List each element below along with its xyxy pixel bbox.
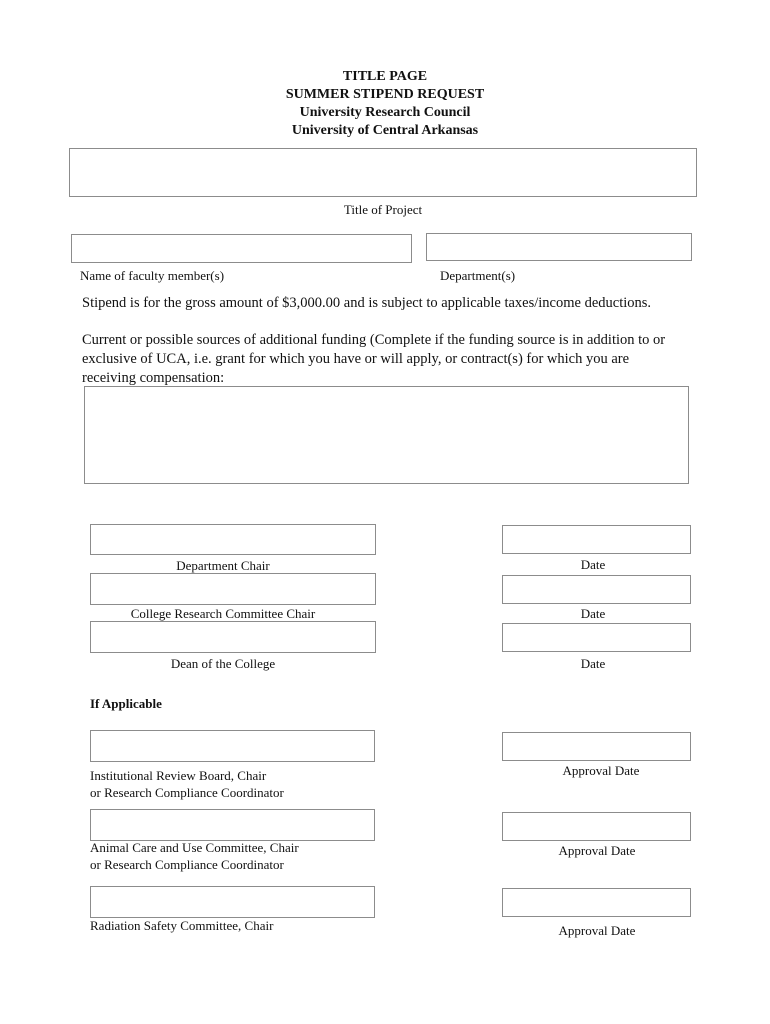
header-council: University Research Council (299, 105, 471, 120)
department-chair-date-field[interactable] (502, 525, 691, 554)
form-header (0, 68, 770, 140)
faculty-name-label: Name of faculty member(s) (80, 268, 225, 283)
funding-instructions-line-1: Current or possible sources of additional funding (Complete if the funding source is in addition to or (82, 332, 666, 348)
irb-approval-date-field[interactable] (502, 732, 691, 761)
faculty-name-field[interactable] (71, 234, 412, 263)
dean-date-label: Date (580, 656, 606, 671)
animal-care-label-line-2: or Research Compliance Coordinator (90, 857, 284, 872)
irb-label (90, 767, 284, 801)
dean-label: Dean of the College (170, 656, 276, 671)
animal-care-approval-date-field[interactable] (502, 812, 691, 841)
stipend-statement: Stipend is for the gross amount of $3,000.00 and is subject to applicable taxes/income deductions. (82, 295, 652, 311)
funding-instructions (82, 331, 665, 388)
department-label: Department(s) (440, 268, 516, 283)
funding-instructions-line-3: receiving compensation: (82, 370, 225, 386)
irb-label-line-1: Institutional Review Board, Chair (90, 768, 267, 783)
department-chair-signature-field[interactable] (90, 524, 376, 555)
animal-care-signature-field[interactable] (90, 809, 375, 841)
college-chair-label: College Research Committee Chair (130, 606, 316, 621)
college-chair-signature-field[interactable] (90, 573, 376, 605)
irb-signature-field[interactable] (90, 730, 375, 762)
header-title-page: TITLE PAGE (342, 69, 428, 84)
header-university: University of Central Arkansas (291, 123, 479, 138)
radiation-safety-signature-field[interactable] (90, 886, 375, 918)
animal-care-label (90, 839, 299, 873)
if-applicable-heading: If Applicable (90, 696, 162, 711)
irb-approval-date-label: Approval Date (562, 763, 640, 778)
radiation-safety-approval-date-field[interactable] (502, 888, 691, 917)
animal-care-label-line-1: Animal Care and Use Committee, Chair (90, 840, 299, 855)
department-chair-date-label: Date (580, 557, 606, 572)
department-chair-label: Department Chair (176, 558, 270, 573)
department-field[interactable] (426, 233, 692, 261)
radiation-safety-approval-date-label: Approval Date (558, 923, 636, 938)
animal-care-approval-date-label: Approval Date (558, 843, 636, 858)
funding-instructions-line-2: exclusive of UCA, i.e. grant for which you have or will apply, or contract(s) for which you are (82, 351, 630, 367)
header-stipend-request: SUMMER STIPEND REQUEST (285, 87, 485, 102)
irb-label-line-2: or Research Compliance Coordinator (90, 785, 284, 800)
dean-date-field[interactable] (502, 623, 691, 652)
dean-signature-field[interactable] (90, 621, 376, 653)
project-title-field[interactable] (69, 148, 697, 197)
radiation-safety-label: Radiation Safety Committee, Chair (90, 918, 274, 933)
college-chair-date-field[interactable] (502, 575, 691, 604)
college-chair-date-label: Date (580, 606, 606, 621)
additional-funding-field[interactable] (84, 386, 689, 484)
project-title-label: Title of Project (343, 202, 423, 217)
